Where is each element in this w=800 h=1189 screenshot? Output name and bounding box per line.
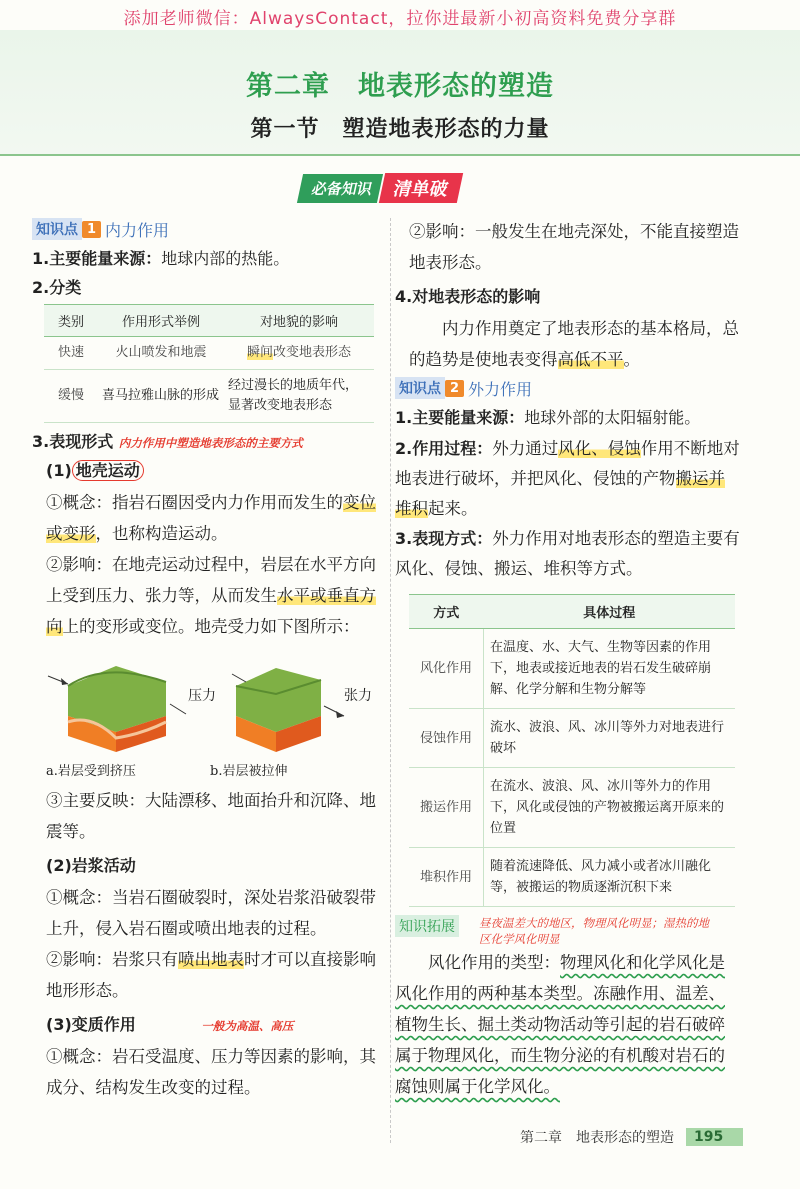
knowledge-extension-header [395, 915, 740, 947]
table-cell: 火山喷发和地震 [98, 337, 224, 370]
text: 上的变形或变位。地壳受力如下图所示： [62, 617, 360, 636]
paragraph [395, 313, 740, 375]
heading-label: 2.作用过程： [395, 439, 493, 458]
paragraph: ①概念：岩石受温度、压力等因素的影响，其成分、结构发生改变的过程。 [46, 1047, 376, 1097]
table-cell: 搬运作用 [409, 768, 484, 848]
section-title: 第一节 塑造地表形态的力量 [250, 117, 550, 142]
highlight: 搬运并堆积 [395, 469, 725, 518]
table-cell: 经过漫长的地质年代，显著改变地表形态 [224, 370, 374, 423]
table-cell: 随着流速降低、风力减小或者冰川融化等，被搬运的物质逐渐沉积下来 [484, 848, 736, 907]
text: 。 [623, 350, 640, 369]
column-divider [390, 218, 391, 1143]
table-cell: 风化作用 [409, 629, 484, 709]
extension-block [232, 668, 344, 752]
knowledge-point-2 [395, 377, 740, 399]
subsection-number: (1) [46, 461, 72, 480]
table-row [409, 768, 735, 848]
table-row [44, 370, 374, 423]
heading-text: 地球外部的太阳辐射能。 [524, 408, 701, 427]
kp-number: 2 [445, 380, 464, 397]
banner-right: 清单破 [379, 173, 463, 203]
subsection-metamorphism [32, 1012, 377, 1035]
table-row [409, 709, 735, 768]
surface-influence-heading: 4.对地表形态的影响 [395, 287, 541, 306]
text: 作用不断地对地表进行破坏，并把风化、侵蚀的产物 [395, 439, 740, 488]
paragraph: ②影响：一般发生在地壳深处，不能直接塑造地表形态。 [409, 222, 739, 272]
subsection-crust-movement [32, 458, 377, 481]
tension-label: 张力 [344, 688, 372, 704]
paragraph: ①概念：当岩石圈破裂时，深处岩浆沿破裂带上升，侵入岩石圈或喷出地表的过程。 [46, 888, 376, 938]
heading-label: 3.表现方式： [395, 529, 493, 548]
text: 外力通过 [492, 439, 559, 458]
extension-paragraph [395, 947, 740, 1102]
handwritten-note: 一般为高温、高压 [201, 1019, 294, 1033]
crust-force-figure [46, 656, 376, 768]
kp-tag: 知识点 [395, 377, 445, 399]
handwritten-note: 昼夜温差大的地区，物理风化明显；湿热的地区化学风化明显 [479, 916, 709, 946]
kp-number: 1 [82, 221, 101, 238]
kp-title: 外力作用 [468, 379, 533, 399]
compression-block [48, 666, 186, 752]
left-column [32, 216, 377, 1103]
page-number: 195 [686, 1128, 743, 1146]
highlight: 喷出地表 [178, 950, 244, 969]
text: ②影响：在地壳运动过程中，岩层在水平方向上受到压力、张力等，从而发生 [46, 555, 376, 605]
highlight: 风化、侵蚀 [558, 439, 641, 458]
text: ，也称构造运动。 [95, 524, 228, 543]
table-header: 具体过程 [484, 595, 736, 629]
underlined-text: 物理风化和化学风化是风化作用的两种基本类型。冻融作用、温差、植物生长、掘土类动物活动等引起的岩石破碎属于物理风化，而生物分泌的有机酸对岩石的腐蚀则属于化学风化。 [395, 953, 725, 1096]
paragraph [32, 487, 377, 549]
highlight: 瞬间 [246, 345, 273, 360]
table-header: 对地貌的影响 [224, 305, 374, 337]
classification-table [44, 304, 374, 423]
extension-tag: 知识拓展 [395, 915, 459, 937]
footer-chapter: 第二章 地表形态的塑造 [520, 1130, 674, 1146]
subsection-magma: (2)岩浆活动 [46, 856, 136, 875]
table-cell: 堆积作用 [409, 848, 484, 907]
highlight: 高低不平 [557, 350, 624, 369]
heading-label: 1.主要能量来源： [395, 408, 525, 427]
banner-left: 必备知识 [297, 174, 383, 203]
table-cell: 喜马拉雅山脉的形成 [98, 370, 224, 423]
table-row [409, 848, 735, 907]
table-cell: 缓慢 [44, 370, 98, 423]
table-cell: 流水、波浪、风、冰川等外力对地表进行破坏 [484, 709, 736, 768]
heading-label: 3.表现形式 [32, 432, 114, 451]
kp-title: 内力作用 [105, 220, 170, 240]
highlight: 变位或变形 [46, 493, 376, 543]
chapter-title: 第二章 地表形态的塑造 [246, 71, 554, 102]
paragraph [32, 944, 377, 1006]
subsection-title: 地壳运动 [72, 460, 144, 481]
handwritten-note: 内力作用中塑造地表形态的主要方式 [118, 436, 303, 450]
table-cell: 在温度、水、大气、生物等因素的作用下，地表或接近地表的岩石发生破碎崩解、化学分解和生物分解等 [484, 629, 736, 709]
table-header: 方式 [409, 595, 484, 629]
caption-b: b.岩层被拉伸 [210, 764, 288, 779]
watermark-text: 添加老师微信：AlwaysContact，拉你进最新小初高资料免费分享群 [123, 9, 677, 29]
kp-tag: 知识点 [32, 218, 82, 240]
caption-a: a.岩层受到挤压 [46, 764, 136, 779]
external-process-table [409, 594, 735, 907]
process-paragraph [395, 434, 740, 524]
table-cell: 在流水、波浪、风、冰川等外力的作用下，风化或侵蚀的产物被搬运离开原来的位置 [484, 768, 736, 848]
crust-diagram [46, 656, 376, 768]
table-cell: 侵蚀作用 [409, 709, 484, 768]
heading-label: 1.主要能量来源： [32, 249, 162, 268]
cell-text: 改变地表形态 [273, 345, 352, 360]
text: ②影响：岩浆只有 [46, 950, 178, 969]
classification-heading: 2.分类 [32, 278, 82, 297]
table-row [409, 629, 735, 709]
right-column [395, 216, 740, 1102]
text: 外力作用对地表形态的塑造主要有风化、侵蚀、搬运、堆积等方式。 [395, 529, 740, 578]
table-row [44, 337, 374, 370]
section-banner [300, 174, 460, 202]
table-header: 作用形式举例 [98, 305, 224, 337]
text: 起来。 [428, 499, 478, 518]
forms-paragraph [395, 524, 740, 584]
text: 风化作用的类型： [428, 953, 560, 972]
knowledge-point-1 [32, 218, 377, 240]
text: 时才可以直接影响地形形态。 [46, 950, 376, 1000]
energy-source-heading [32, 246, 377, 269]
heading-text: 地球内部的热能。 [161, 249, 290, 268]
table-header: 类别 [44, 305, 98, 337]
table-cell [224, 337, 374, 370]
paragraph [32, 549, 377, 642]
pressure-label: 压力 [188, 688, 216, 704]
paragraph: ③主要反映：大陆漂移、地面抬升和沉降、地震等。 [46, 791, 376, 841]
text: ①概念：指岩石圈因受内力作用而发生的 [46, 493, 343, 512]
subsection-title: (3)变质作用 [46, 1015, 136, 1034]
forms-heading [32, 429, 377, 452]
page-footer [520, 1127, 743, 1147]
table-cell: 快速 [44, 337, 98, 370]
text: 内力作用奠定了地表形态的基本格局，总的趋势是使地表变得 [409, 319, 739, 369]
highlight: 水平或垂直方向 [46, 586, 376, 636]
external-energy-heading [395, 405, 740, 428]
